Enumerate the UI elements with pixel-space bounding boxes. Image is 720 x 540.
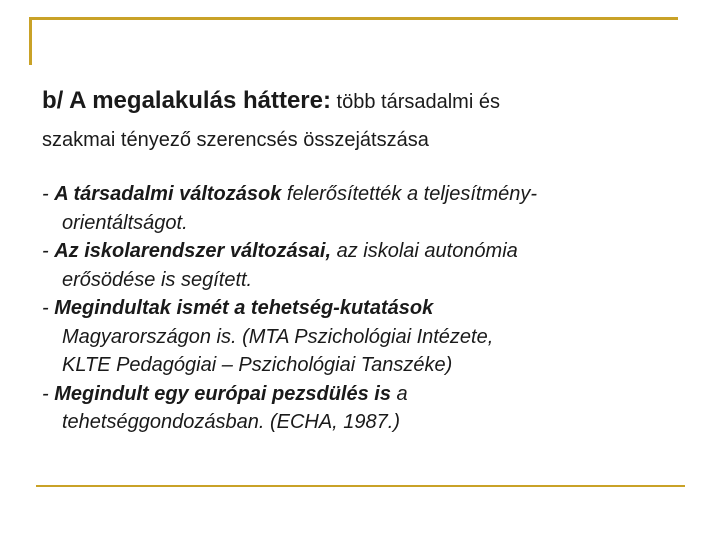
frame-bottom-rule [36, 485, 685, 487]
item-rest: felerősítették a teljesítmény- [281, 183, 538, 205]
slide-body [42, 180, 682, 437]
item-continuation: Magyarországon is. (MTA Pszichológiai Intézete, [62, 325, 494, 348]
list-item [42, 380, 682, 437]
title-line-2: szakmai tényező szerencsés összejátszása [42, 129, 429, 151]
list-item [42, 180, 682, 237]
item-prefix: - [42, 297, 55, 319]
item-bold: Megindult egy európai pezsdülés is [54, 382, 391, 405]
title-line-1 [42, 83, 682, 122]
item-prefix: - [42, 240, 55, 262]
item-continuation: erősödése is segített. [62, 268, 253, 291]
item-prefix: - [42, 382, 55, 405]
item-continuation: tehetséggondozásban. (ECHA, 1987.) [62, 411, 400, 433]
item-continuation: orientáltságot. [62, 211, 188, 234]
item-continuation-2: KLTE Pedagógiai – Pszichológiai Tanszéke) [62, 354, 453, 376]
slide-title [42, 83, 682, 158]
list-item [42, 237, 682, 294]
frame-left-rule [29, 17, 32, 65]
list-item [42, 294, 682, 380]
item-bold: A társadalmi változások [54, 183, 282, 205]
item-rest: az iskolai autonómia [331, 240, 518, 262]
title-bold: b/ A megalakulás háttere: [42, 87, 331, 114]
item-bold: Az iskolarendszer változásai, [54, 240, 332, 262]
title-rest: több társadalmi és [330, 91, 500, 113]
item-bold: Megindultak ismét a tehetség-kutatások [54, 297, 434, 319]
item-prefix: - [42, 183, 55, 205]
item-rest: a [390, 382, 408, 405]
frame-top-rule [29, 17, 678, 20]
